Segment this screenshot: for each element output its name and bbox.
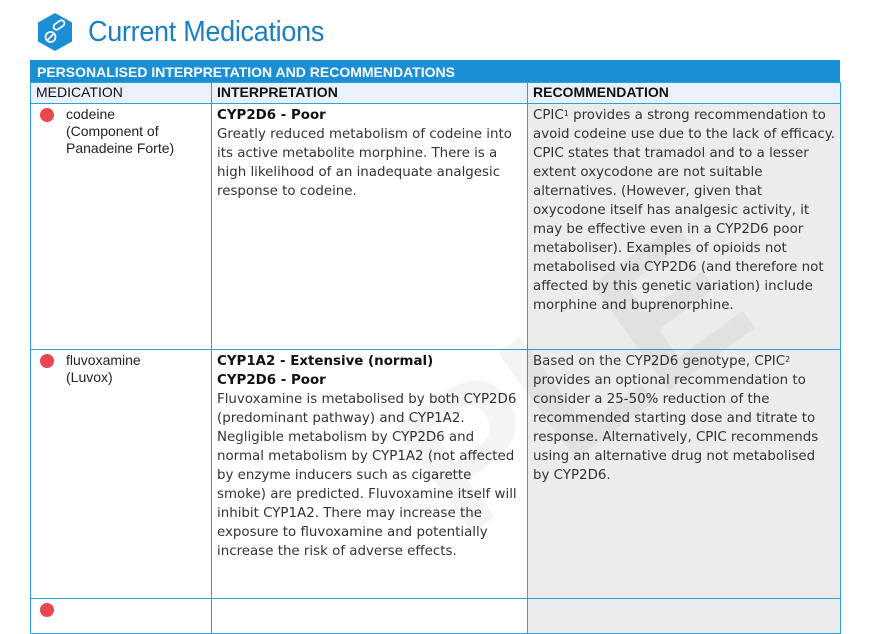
table-row (31, 599, 841, 634)
medication-name: fluvoxamine (Luvox) (66, 352, 141, 385)
recommendation-text: provides an optional recommendation to consider a 25-50% reduction of the recommended starting dose and titrate to response. Alternatively, CPIC recommends using an alternative drug not metabolised by CYP2D6. (533, 373, 819, 483)
gene-phenotype: CYP1A2 - Extensive (normal) (217, 354, 434, 369)
medication-name: codeine (Component of Panadeine Forte) (66, 106, 175, 156)
footnote-ref[interactable]: 2 (785, 355, 791, 364)
recommendation-lead: Based on the CYP2D6 genotype, CPIC (533, 354, 786, 369)
status-dot-icon (40, 354, 54, 368)
table-banner: PERSONALISED INTERPRETATION AND RECOMMENDATIONS (30, 60, 840, 82)
medication-cell (31, 104, 212, 350)
interpretation-cell (212, 350, 528, 599)
interpretation-text: Fluvoxamine is metabolised by both CYP2D6 (predominant pathway) and CYP1A2. Negligible metabolism by CYP2D6 and normal metabolism by CYP1A2 (not affected by enzyme inducers such as cigarette smoke) are predicted. Fluvoxamine itself will inhibit CYP1A2. There may increase the exposure to fluvoxamine and potentially increase the risk of adverse effects. (217, 392, 517, 559)
recommendation-cell (528, 599, 841, 634)
pills-hexagon-icon (36, 12, 74, 52)
col-header-recommendation: RECOMMENDATION (528, 83, 841, 104)
gene-phenotype: CYP2D6 - Poor (217, 373, 326, 388)
medications-table (30, 60, 840, 634)
page-title: Current Medications (88, 15, 325, 48)
table-row (31, 350, 841, 599)
medication-cell (31, 350, 212, 599)
col-header-medication: MEDICATION (31, 83, 212, 104)
header-row (31, 83, 841, 104)
recommendation-text: provides a strong recommendation to avoid codeine use due to the lack of efficacy. CPIC states that tramadol and to a lesser extent oxycodone are not suitable alternatives. (However, given that oxycodone itself has analgesic activity, it may be effective even in a CYP2D6 poor metaboliser). Examples of opioids not metabolised via CYP2D6 (and therefore not affected by this genetic variation) include morphine and buprenorphine. (533, 108, 836, 313)
status-dot-icon (40, 108, 54, 122)
col-header-interpretation: INTERPRETATION (212, 83, 528, 104)
table-row (31, 104, 841, 350)
interpretation-text: Greatly reduced metabolism of codeine into its active metabolite morphine. There is a high likelihood of an inadequate analgesic response to codeine. (217, 127, 512, 199)
recommendation-cell (528, 104, 841, 350)
recommendation-cell (528, 350, 841, 599)
footnote-ref[interactable]: 1 (563, 109, 569, 118)
recommendation-lead: CPIC (533, 108, 564, 123)
gene-phenotype: CYP2D6 - Poor (217, 108, 326, 123)
medication-cell (31, 599, 212, 634)
interpretation-cell (212, 104, 528, 350)
page-header (36, 10, 342, 54)
interpretation-cell (212, 599, 528, 634)
status-dot-icon (40, 603, 54, 617)
